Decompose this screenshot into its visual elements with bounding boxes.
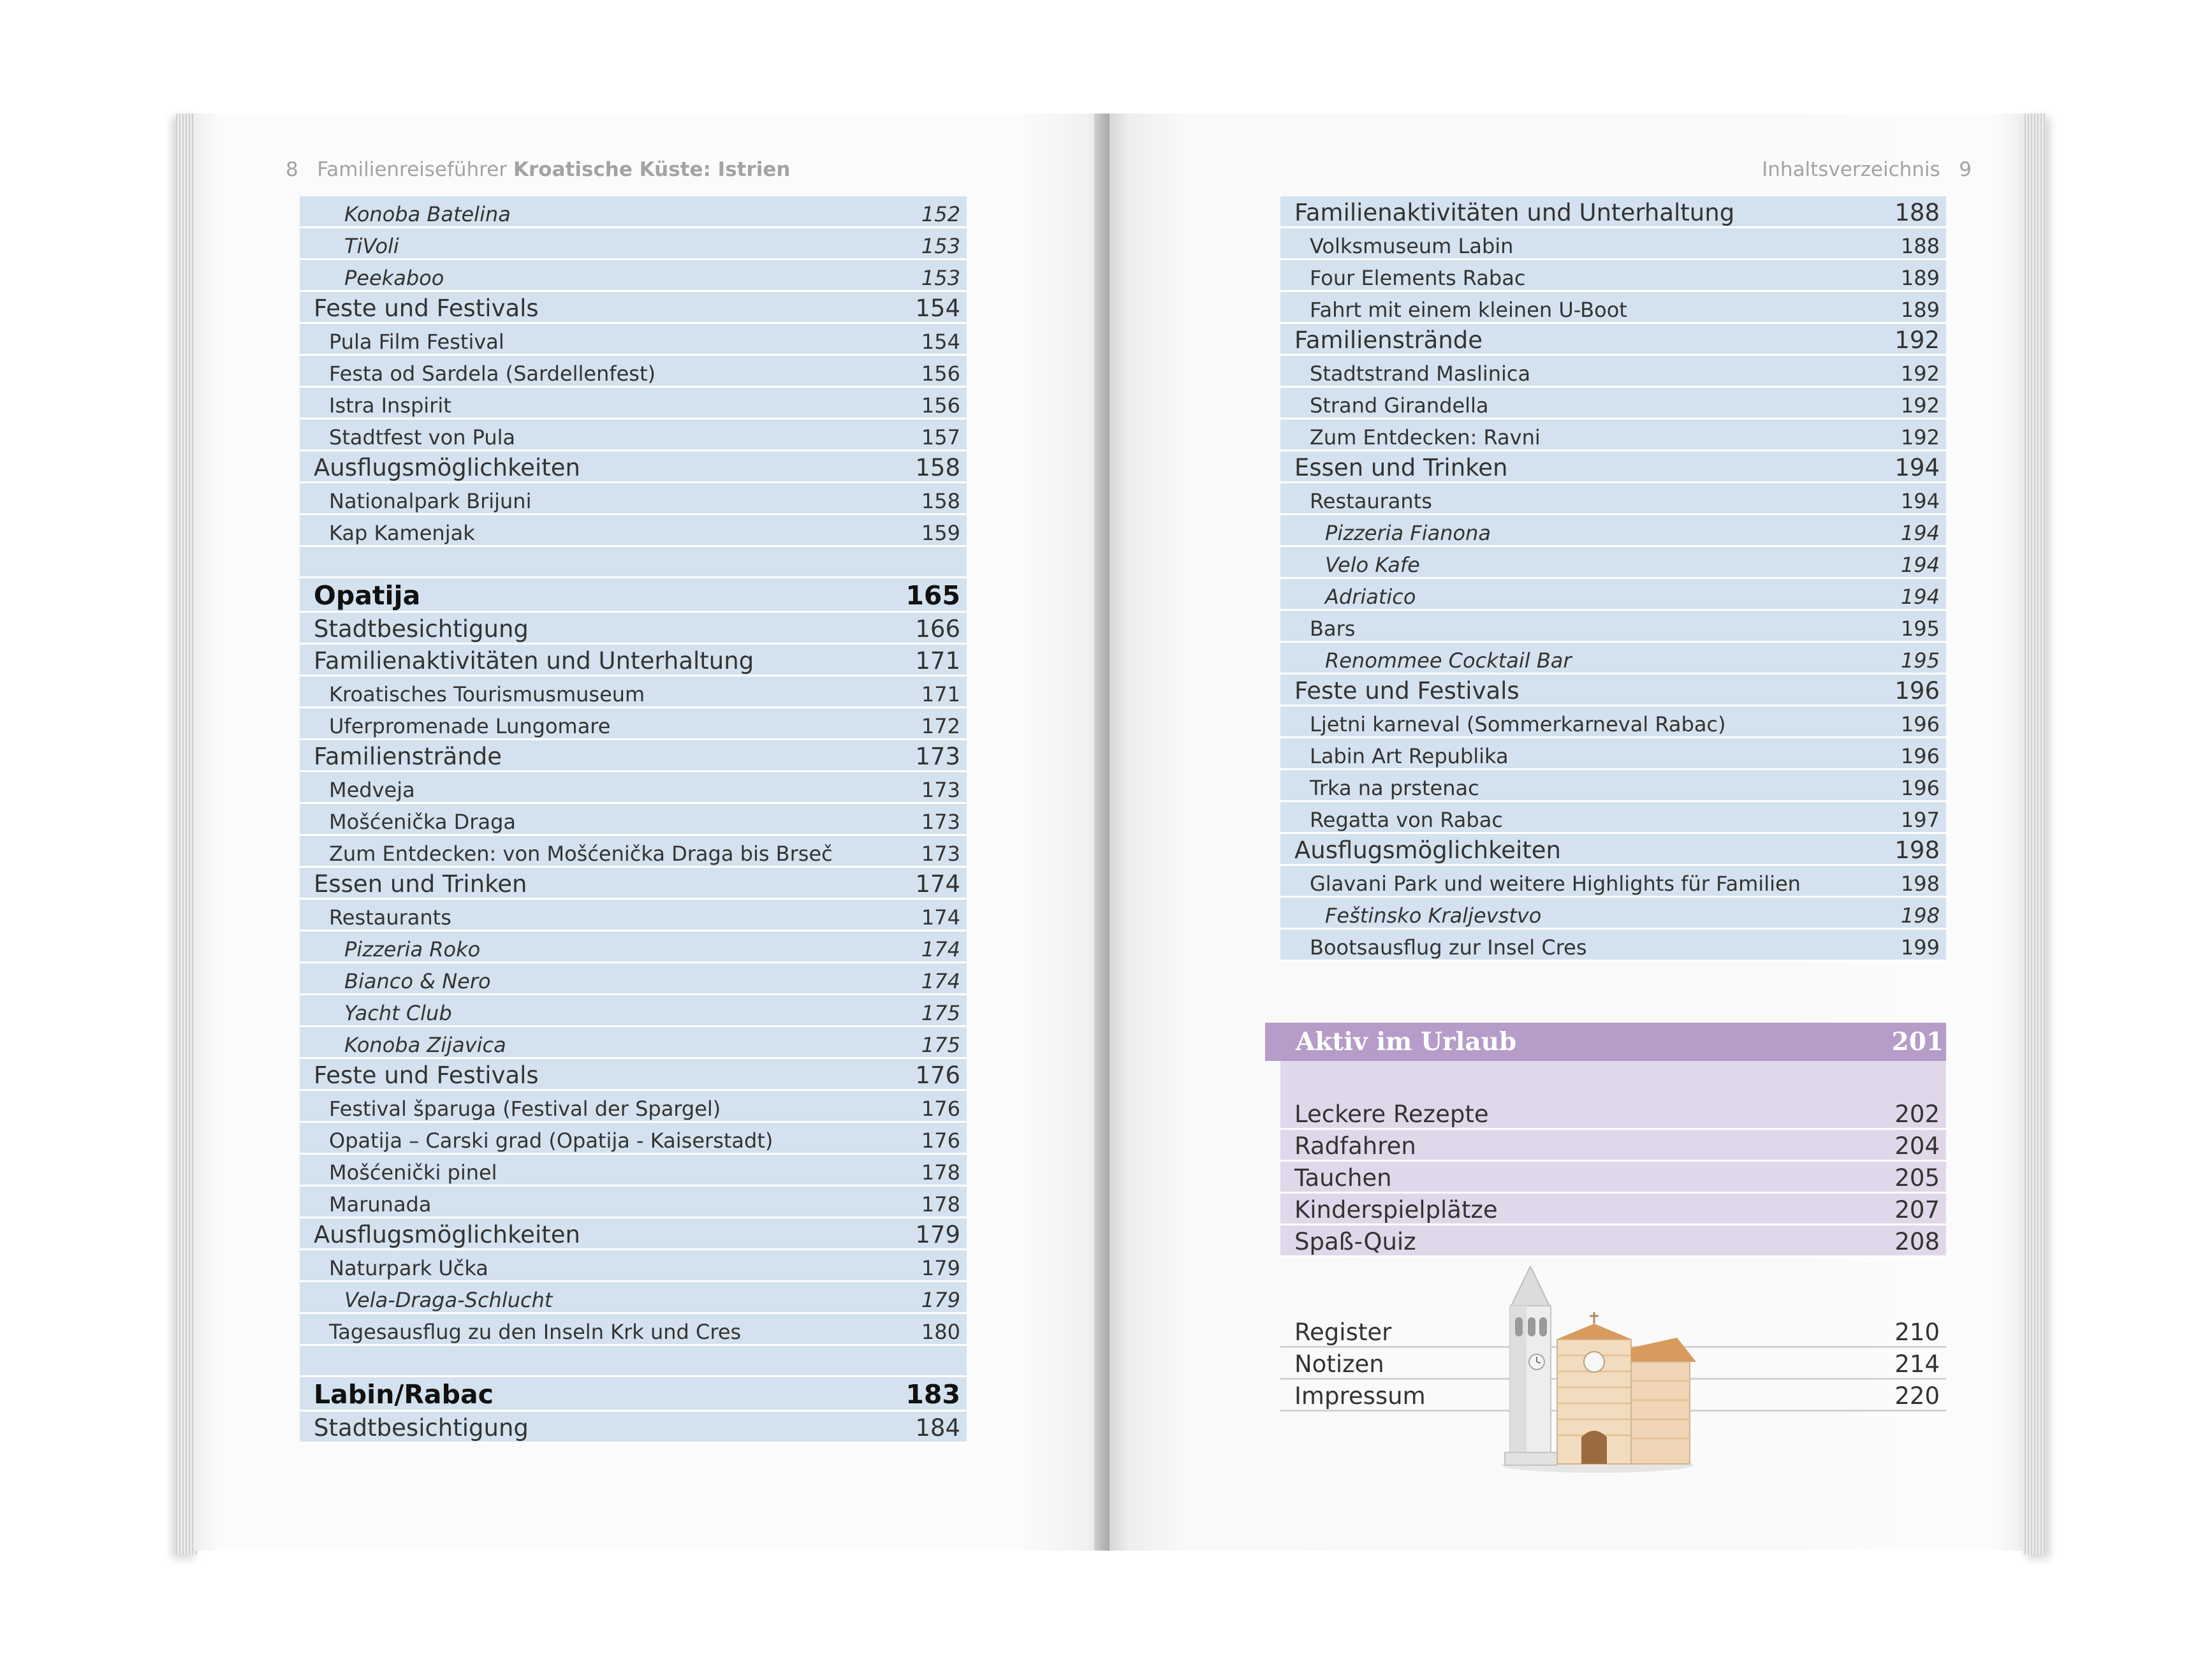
toc-entry-page: 220 xyxy=(1894,1382,1940,1410)
toc-entry[interactable] xyxy=(1280,898,1946,930)
toc-entry-title: Kap Kamenjak xyxy=(329,521,475,545)
toc-entry[interactable] xyxy=(1280,770,1946,802)
toc-entry-page: 165 xyxy=(905,580,960,611)
toc-entry-page: 172 xyxy=(921,714,960,738)
toc-entry-title: Bootsausflug zur Insel Cres xyxy=(1310,935,1587,960)
toc-entry-title: Festival šparuga (Festival der Spargel) xyxy=(329,1097,721,1121)
toc-entry-page: 156 xyxy=(921,362,960,386)
toc-entry[interactable] xyxy=(1280,196,1946,228)
toc-entry-title: Kroatisches Tourismusmuseum xyxy=(329,682,645,706)
toc-entry[interactable] xyxy=(300,260,967,292)
toc-entry-page: 208 xyxy=(1894,1228,1940,1255)
toc-entry-page: 171 xyxy=(921,682,960,706)
toc-entry[interactable] xyxy=(1280,388,1946,420)
toc-entry[interactable] xyxy=(300,645,967,676)
toc-entry-page: 197 xyxy=(1900,808,1940,832)
toc-entry-page: 189 xyxy=(1900,266,1940,290)
toc-entry-page: 178 xyxy=(921,1160,960,1185)
toc-entry[interactable] xyxy=(300,356,967,388)
toc-entry-title: Ljetni karneval (Sommerkarneval Rabac) xyxy=(1310,712,1726,736)
toc-entry[interactable] xyxy=(300,900,967,932)
toc-entry[interactable] xyxy=(300,292,967,324)
toc-entry-page: 156 xyxy=(921,393,960,418)
toc-entry-title: Opatija xyxy=(314,580,421,611)
toc-entry[interactable] xyxy=(300,708,967,740)
toc-entry[interactable] xyxy=(1280,1194,1946,1225)
toc-entry[interactable] xyxy=(300,1412,967,1443)
toc-entry-title: Feste und Festivals xyxy=(314,295,539,322)
left-running-head xyxy=(286,158,791,181)
toc-entry-title: Essen und Trinken xyxy=(1294,454,1508,481)
right-running-head xyxy=(1762,158,1972,181)
toc-entry-title: Festa od Sardela (Sardellenfest) xyxy=(329,362,656,386)
toc-entry-page: 174 xyxy=(921,969,960,993)
left-page xyxy=(194,113,1112,1551)
toc-entry[interactable] xyxy=(1280,324,1946,356)
toc-entry[interactable] xyxy=(300,963,967,995)
toc-entry-page: 173 xyxy=(921,842,960,866)
toc-entry-title: Familienstrände xyxy=(314,743,502,770)
toc-entry-page: 207 xyxy=(1894,1196,1940,1224)
toc-entry[interactable] xyxy=(1280,802,1946,834)
toc-entry-title: Tauchen xyxy=(1294,1164,1392,1192)
toc-entry-page: 196 xyxy=(1894,677,1940,705)
toc-entry-title: Fahrt mit einem kleinen U-Boot xyxy=(1310,298,1627,322)
toc-entry-title: Zum Entdecken: Ravni xyxy=(1310,425,1541,449)
toc-entry-page: 153 xyxy=(921,234,960,258)
toc-entry-title: Glavani Park und weitere Highlights für Familien xyxy=(1310,872,1801,896)
toc-entry-page: 188 xyxy=(1894,199,1940,226)
toc-entry-page: 198 xyxy=(1900,872,1940,896)
toc-entry-page: 188 xyxy=(1900,234,1940,258)
right-page xyxy=(1110,113,2025,1551)
toc-entry-page: 173 xyxy=(915,743,960,770)
toc-entry[interactable] xyxy=(300,451,967,483)
toc-entry[interactable] xyxy=(1280,228,1946,260)
toc-entry[interactable] xyxy=(1280,579,1946,611)
toc-entry[interactable] xyxy=(1280,643,1946,675)
book-series: Familienreiseführer xyxy=(317,158,508,181)
toc-entry-title: Labin/Rabac xyxy=(314,1379,494,1410)
toc-entry[interactable] xyxy=(300,578,967,613)
toc-entry[interactable] xyxy=(1280,675,1946,706)
toc-entry-title: Istra Inspirit xyxy=(329,393,451,418)
toc-entry[interactable] xyxy=(300,196,967,228)
toc-entry-page: 198 xyxy=(1894,837,1940,864)
toc-entry-title: Konoba Batelina xyxy=(344,202,511,226)
toc-entry-page: 158 xyxy=(915,454,960,481)
section-header: Inhaltsverzeichnis xyxy=(1762,158,1940,181)
toc-entry-page: 194 xyxy=(1900,585,1940,609)
toc-entry-page: 179 xyxy=(915,1221,960,1248)
toc-entry-title: Ausflugsmöglichkeiten xyxy=(1294,837,1561,864)
toc-entry-title: Stadtbesichtigung xyxy=(314,615,529,643)
toc-entry[interactable] xyxy=(1280,1225,1946,1257)
toc-entry[interactable] xyxy=(1280,356,1946,388)
toc-entry[interactable] xyxy=(1280,706,1946,738)
toc-entry-page: 214 xyxy=(1894,1350,1940,1378)
toc-entry[interactable] xyxy=(300,1282,967,1314)
toc-entry-title: Tagesausflug zu den Inseln Krk und Cres xyxy=(329,1320,742,1344)
toc-entry-page: 194 xyxy=(1900,521,1940,545)
toc-entry-title: Bars xyxy=(1310,617,1356,641)
toc-spacer xyxy=(300,547,967,578)
toc-entry[interactable] xyxy=(1280,866,1946,898)
toc-entry[interactable] xyxy=(1280,483,1946,515)
toc-entry-page: 154 xyxy=(921,330,960,354)
toc-entry-title: Feštinsko Kraljevstvo xyxy=(1325,903,1542,928)
toc-entry-page: 175 xyxy=(921,1033,960,1057)
toc-entry[interactable] xyxy=(300,613,967,645)
book-title: Kroatische Küste: Istrien xyxy=(513,158,791,181)
toc-entry-page: 192 xyxy=(1900,393,1940,418)
toc-entry-page: 173 xyxy=(921,810,960,834)
toc-entry-title: Strand Girandella xyxy=(1310,393,1489,418)
toc-entry-title: Ausflugsmöglichkeiten xyxy=(314,454,580,481)
toc-entry[interactable] xyxy=(300,483,967,515)
toc-entry-title: Stadtstrand Maslinica xyxy=(1310,362,1531,386)
toc-entry[interactable] xyxy=(300,420,967,451)
toc-entry[interactable] xyxy=(1280,260,1946,292)
toc-entry-page: 153 xyxy=(921,266,960,290)
toc-entry-title: Opatija – Carski grad (Opatija - Kaiserstadt) xyxy=(329,1129,773,1153)
toc-entry-title: Feste und Festivals xyxy=(1294,677,1520,705)
toc-entry[interactable] xyxy=(1280,420,1946,451)
toc-entry-title: Restaurants xyxy=(329,905,451,930)
toc-entry-title: Pizzeria Roko xyxy=(344,937,481,961)
open-book xyxy=(176,113,2046,1554)
toc-entry-title: Labin Art Republika xyxy=(1310,744,1509,768)
toc-entry-page: 195 xyxy=(1900,617,1940,641)
toc-entry[interactable] xyxy=(300,1091,967,1123)
aktiv-section xyxy=(1280,1061,1946,1257)
toc-entry-title: Medveja xyxy=(329,778,415,802)
toc-entry[interactable] xyxy=(300,1314,967,1346)
toc-entry[interactable] xyxy=(300,324,967,356)
toc-entry[interactable] xyxy=(300,1218,967,1250)
toc-entry-page: 176 xyxy=(921,1129,960,1153)
toc-entry-title: Impressum xyxy=(1294,1382,1426,1410)
toc-right-column xyxy=(1280,196,1946,961)
toc-entry[interactable] xyxy=(300,1187,967,1218)
toc-left-column xyxy=(300,196,967,1443)
toc-entry-title: Konoba Zijavica xyxy=(344,1033,506,1057)
toc-entry[interactable] xyxy=(300,932,967,963)
toc-entry-page: 174 xyxy=(921,937,960,961)
toc-entry-title: Ausflugsmöglichkeiten xyxy=(314,1221,580,1248)
toc-entry-title: Naturpark Učka xyxy=(329,1256,488,1280)
toc-entry-page: 166 xyxy=(915,615,960,643)
toc-entry-title: Uferpromenade Lungomare xyxy=(329,714,611,738)
toc-entry-title: Pula Film Festival xyxy=(329,330,504,354)
toc-entry-page: 175 xyxy=(921,1001,960,1025)
toc-entry-title: Volksmuseum Labin xyxy=(1310,234,1514,258)
toc-entry-page: 176 xyxy=(915,1062,960,1089)
toc-entry-title: Kinderspielplätze xyxy=(1294,1196,1498,1224)
toc-entry[interactable] xyxy=(1280,292,1946,324)
toc-entry-title: Trka na prstenac xyxy=(1310,776,1479,800)
toc-entry-page: 196 xyxy=(1900,712,1940,736)
toc-entry[interactable] xyxy=(300,995,967,1027)
toc-entry[interactable] xyxy=(300,1155,967,1187)
toc-entry-page: 195 xyxy=(1900,648,1940,673)
toc-entry-title: Restaurants xyxy=(1310,489,1432,513)
toc-entry-title: Feste und Festivals xyxy=(314,1062,539,1089)
toc-entry-title: Radfahren xyxy=(1294,1132,1416,1160)
toc-entry[interactable] xyxy=(300,1123,967,1155)
toc-entry[interactable] xyxy=(300,836,967,868)
toc-entry-title: Zum Entdecken: von Mošćenička Draga bis Brseč xyxy=(329,842,833,866)
toc-entry[interactable] xyxy=(300,228,967,260)
toc-entry[interactable] xyxy=(1280,738,1946,770)
toc-entry[interactable] xyxy=(300,740,967,772)
toc-entry-page: 176 xyxy=(921,1097,960,1121)
toc-entry[interactable] xyxy=(1280,515,1946,547)
toc-entry-page: 194 xyxy=(1900,553,1940,577)
toc-entry-page: 210 xyxy=(1894,1319,1940,1346)
toc-entry-title: Peekaboo xyxy=(344,266,444,290)
toc-entry-title: Familienaktivitäten und Unterhaltung xyxy=(314,647,754,675)
toc-entry-page: 158 xyxy=(921,489,960,513)
toc-entry-page: 199 xyxy=(1900,935,1940,960)
toc-entry-page: 173 xyxy=(921,778,960,802)
toc-entry-title: Familienaktivitäten und Unterhaltung xyxy=(1294,199,1735,226)
toc-entry-page: 192 xyxy=(1900,362,1940,386)
toc-entry-page: 205 xyxy=(1894,1164,1940,1192)
toc-entry-title: Four Elements Rabac xyxy=(1310,266,1526,290)
toc-entry[interactable] xyxy=(300,1027,967,1059)
toc-entry-title: Spaß-Quiz xyxy=(1294,1228,1416,1255)
toc-entry[interactable] xyxy=(1280,1162,1946,1194)
toc-entry[interactable] xyxy=(1280,1098,1946,1130)
toc-entry-page: 184 xyxy=(915,1414,960,1442)
toc-entry-page: 189 xyxy=(1900,298,1940,322)
toc-entry[interactable] xyxy=(300,676,967,708)
toc-entry[interactable] xyxy=(300,1059,967,1091)
toc-entry-page: 179 xyxy=(921,1288,960,1312)
right-page-number: 9 xyxy=(1959,158,1972,181)
toc-entry-page: 171 xyxy=(915,647,960,675)
aktiv-title: Aktiv im Urlaub xyxy=(1296,1027,1517,1056)
toc-entry[interactable] xyxy=(1280,1130,1946,1162)
toc-entry[interactable] xyxy=(1280,451,1946,483)
toc-entry[interactable] xyxy=(300,1377,967,1412)
toc-entry[interactable] xyxy=(300,388,967,420)
toc-entry-title: Essen und Trinken xyxy=(314,870,527,898)
toc-entry-page: 196 xyxy=(1900,744,1940,768)
toc-entry-title: Yacht Club xyxy=(344,1001,452,1025)
toc-entry-page: 178 xyxy=(921,1192,960,1217)
toc-entry-page: 202 xyxy=(1894,1100,1940,1128)
toc-entry-page: 157 xyxy=(921,425,960,449)
toc-entry-title: Bianco & Nero xyxy=(344,969,491,993)
aktiv-spacer xyxy=(1280,1061,1946,1098)
toc-entry-title: Velo Kafe xyxy=(1325,553,1420,577)
toc-entry-title: Leckere Rezepte xyxy=(1294,1100,1489,1128)
toc-entry[interactable] xyxy=(1280,930,1946,961)
left-page-number: 8 xyxy=(286,158,298,181)
toc-entry-page: 174 xyxy=(921,905,960,930)
toc-entry-page: 196 xyxy=(1900,776,1940,800)
toc-entry-page: 204 xyxy=(1894,1132,1940,1160)
toc-entry-page: 194 xyxy=(1900,489,1940,513)
toc-entry-page: 179 xyxy=(921,1256,960,1280)
toc-entry-page: 192 xyxy=(1894,326,1940,354)
toc-entry-page: 152 xyxy=(921,202,960,226)
toc-entry-title: Vela-Draga-Schlucht xyxy=(344,1288,553,1312)
toc-entry-title: Mošćenička Draga xyxy=(329,810,516,834)
toc-entry-title: Notizen xyxy=(1294,1350,1384,1378)
toc-entry-page: 154 xyxy=(915,295,960,322)
toc-entry-page: 194 xyxy=(1894,454,1940,481)
toc-entry-title: Mošćenički pinel xyxy=(329,1160,497,1185)
toc-spacer xyxy=(300,1346,967,1377)
toc-entry-title: Regatta von Rabac xyxy=(1310,808,1503,832)
toc-entry-title: Familienstrände xyxy=(1294,326,1483,354)
toc-entry-title: Register xyxy=(1294,1319,1392,1346)
toc-entry-title: Stadtfest von Pula xyxy=(329,425,516,449)
toc-entry-title: Pizzeria Fianona xyxy=(1325,521,1491,545)
right-page-edges xyxy=(2023,113,2046,1554)
toc-entry-title: Marunada xyxy=(329,1192,432,1217)
aktiv-chapter-header[interactable] xyxy=(1265,1023,1946,1061)
toc-entry[interactable] xyxy=(300,1250,967,1282)
aktiv-page: 201 xyxy=(1891,1027,1944,1056)
toc-entry-page: 192 xyxy=(1900,425,1940,449)
toc-entry-page: 180 xyxy=(921,1320,960,1344)
toc-entry-title: Nationalpark Brijuni xyxy=(329,489,532,513)
toc-entry-page: 183 xyxy=(905,1379,960,1410)
church-illustration xyxy=(1486,1266,1696,1477)
aktiv-entries xyxy=(1280,1098,1946,1257)
toc-entry[interactable] xyxy=(300,772,967,804)
toc-entry-title: Adriatico xyxy=(1325,585,1416,609)
toc-entry[interactable] xyxy=(1280,834,1946,866)
toc-entry-title: TiVoli xyxy=(344,234,399,258)
toc-entry[interactable] xyxy=(1280,547,1946,579)
toc-entry[interactable] xyxy=(300,804,967,836)
toc-entry[interactable] xyxy=(300,515,967,547)
toc-entry-page: 198 xyxy=(1900,903,1940,928)
toc-entry-page: 159 xyxy=(921,521,960,545)
toc-entry-title: Renommee Cocktail Bar xyxy=(1325,648,1572,673)
toc-entry[interactable] xyxy=(1280,611,1946,643)
toc-entry[interactable] xyxy=(300,868,967,900)
toc-entry-page: 174 xyxy=(915,870,960,898)
toc-entry-title: Stadtbesichtigung xyxy=(314,1414,529,1442)
